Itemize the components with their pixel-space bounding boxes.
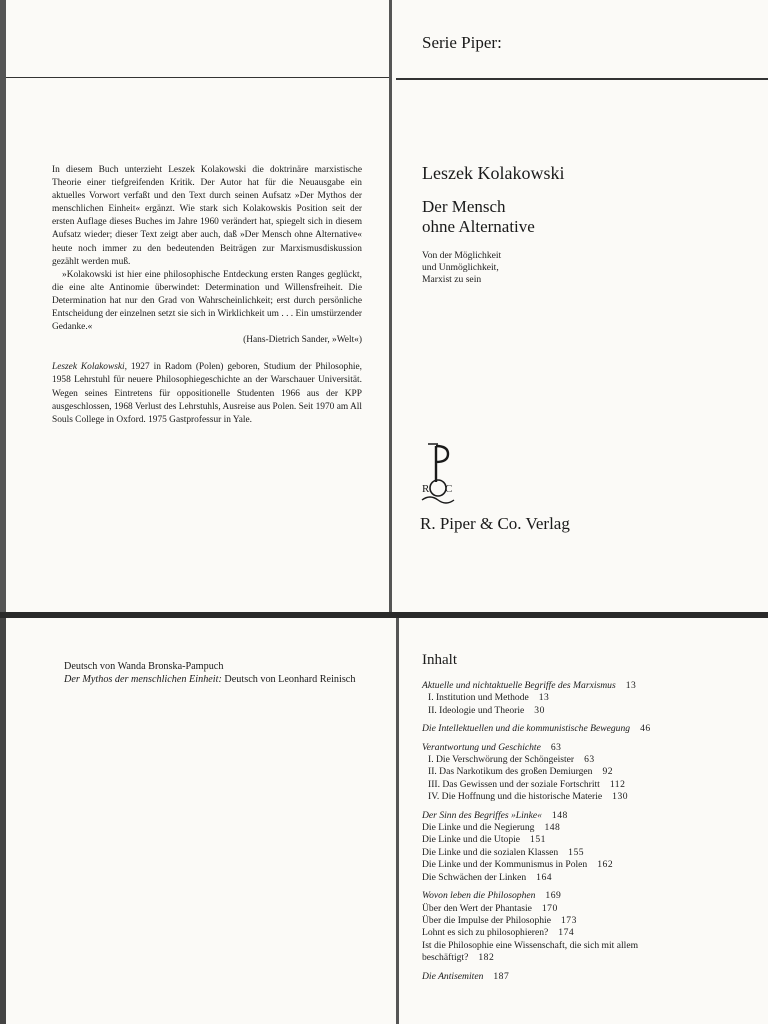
table-of-contents [422, 680, 762, 989]
toc-page-number: 148 [551, 809, 568, 821]
toc-entry-label: beschäftigt? [422, 952, 469, 964]
toc-entry-label: Die Linke und die sozialen Klassen [422, 846, 559, 858]
toc-section [422, 971, 762, 983]
scan-rule [396, 78, 768, 80]
page-gutter [389, 0, 392, 612]
scan-edge [0, 618, 6, 1024]
toc-section-label: Die Intellektuellen und die kommunistische Bewegung [422, 723, 631, 735]
title-line: Der Mensch [422, 197, 506, 216]
quote-source: (Hans-Dietrich Sander, »Welt«) [243, 335, 362, 346]
toc-entry-label: III. Das Gewissen und der soziale Fortschritt [428, 778, 600, 790]
toc-entry [422, 822, 762, 834]
toc-section-title [422, 680, 762, 692]
book-title [422, 197, 535, 237]
toc-entry-label: II. Ideologie und Theorie [428, 704, 525, 716]
toc-page-number: 63 [584, 754, 595, 766]
toc-page-number: 187 [493, 970, 510, 982]
toc-page-number: 92 [602, 766, 614, 778]
toc-entry [422, 872, 762, 884]
svg-text:R: R [422, 483, 430, 495]
toc-entry [422, 915, 762, 927]
toc-section-label: Der Sinn des Begriffes »Linke« [422, 809, 542, 821]
toc-page-number: 173 [560, 914, 577, 926]
toc-entry-label: I. Institution und Methode [428, 692, 529, 704]
toc-entry [422, 754, 762, 766]
toc-page-number: 174 [558, 927, 575, 939]
toc-section-title [422, 971, 762, 983]
toc-entry-label: Über den Wert der Phantasie [422, 902, 532, 914]
toc-entry [422, 903, 762, 915]
toc-entry [422, 952, 762, 964]
series-name: Serie Piper: [422, 33, 502, 52]
toc-entry [422, 834, 762, 846]
toc-section-title [422, 890, 762, 902]
toc-entry-label: Ist die Philosophie eine Wissenschaft, die sich mit allem [422, 939, 639, 951]
toc-entry [422, 791, 762, 803]
toc-page-number: 63 [550, 741, 562, 753]
toc-page-number: 151 [530, 834, 546, 846]
scan-rule [0, 77, 392, 78]
toc-section-title [422, 742, 762, 754]
toc-entry-label: Die Linke und die Utopie [422, 834, 521, 846]
toc-entry [422, 692, 762, 704]
author-bio [52, 361, 362, 426]
toc-page-number: 46 [640, 723, 651, 735]
toc-page-number: 164 [536, 871, 553, 883]
toc-section-label: Verantwortung und Geschichte [422, 741, 541, 753]
scan-edge [0, 0, 6, 612]
toc-page-number: 148 [544, 822, 561, 834]
publisher-logo-icon [418, 442, 458, 508]
toc-entry [422, 766, 762, 778]
essay-title: Der Mythos der menschlichen Einheit: [64, 673, 222, 685]
toc-section-title [422, 723, 762, 735]
toc-page-number: 30 [534, 704, 545, 716]
toc-section [422, 890, 762, 964]
toc-section-label: Aktuelle und nichtaktuelle Begriffe des Marxismus [422, 680, 616, 691]
toc-entry [422, 940, 762, 952]
subtitle-line: Marxist zu sein [422, 274, 482, 285]
toc-entry [422, 927, 762, 939]
publisher-name: R. Piper & Co. Verlag [420, 514, 570, 533]
toc-heading: Inhalt [422, 652, 457, 668]
toc-entry-label: II. Das Narkotikum des großen Demiurgen [428, 766, 593, 778]
toc-entry [422, 779, 762, 791]
toc-page-number: 13 [538, 692, 550, 704]
toc-entry [422, 859, 762, 871]
toc-page-number: 170 [541, 902, 558, 914]
author-name: Leszek Kolakowski [422, 163, 565, 183]
toc-page-number: 13 [625, 680, 637, 691]
blurb-text [52, 164, 362, 427]
toc-entry [422, 847, 762, 859]
toc-section [422, 680, 762, 717]
toc-entry-label: IV. Die Hoffnung und die historische Materie [428, 791, 603, 803]
toc-section [422, 723, 762, 735]
translator-name: Deutsch von Leonhard Reinisch [221, 673, 356, 685]
toc-page-number: 155 [568, 846, 585, 858]
toc-page-number: 169 [545, 890, 562, 902]
subtitle-line: Von der Möglichkeit [422, 250, 502, 261]
toc-page-number: 182 [478, 952, 495, 964]
translation-credits [64, 661, 355, 686]
book-subtitle [422, 250, 501, 286]
toc-entry [422, 705, 762, 717]
toc-entry-label: Über die Impulse der Philosophie [422, 914, 551, 926]
blurb-paragraph: In diesem Buch unterzieht Leszek Kolakowski die doktrinäre marxistische Theorie einer tiefgreifenden Kritik. Der Autor hat für die Neuausgabe ein aktuelles Vorwort verfaßt und den Text durch seinen Aufsatz »Der Mythos der menschlichen Einheit« ergänzt. Wie stark sich Kolakowskis Position seit der ersten Auflage dieses Buches im Jahre 1960 verändert hat, spiegelt sich in diesem Aufsatz wieder; dieser Text zeigt aber auch, daß »Der Mensch ohne Alternative« heute noch immer zu den bedeutenden Beiträgen zur Marxismusdiskussion gezählt werden muß. [52, 165, 362, 267]
svg-text:C: C [445, 483, 453, 495]
toc-section-label: Wovon leben die Philosophen [422, 890, 536, 902]
page-divider [0, 612, 768, 618]
review-quote: »Kolakowski ist hier eine philosophische Entdeckung ersten Ranges geglückt, die eine alte Antinomie überwindet: Determination und Willensfreiheit. Die Determination hat nur den Grad von Wahrscheinlichkeit; erst durch persönliche Entscheidung der einzelnen setzt sie sich in Wirklichkeit um . . . Ein umstürzender Gedanke.« [52, 269, 362, 333]
toc-entry-label: I. Die Verschwörung der Schöngeister [428, 754, 575, 766]
toc-page-number: 112 [609, 778, 626, 790]
toc-entry-label: Lohnt es sich zu philosophieren? [422, 927, 549, 939]
toc-entry-label: Die Linke und die Negierung [422, 822, 535, 834]
bio-text: 1927 in Radom (Polen) geboren, Studium der Philosophie, 1958 Lehrstuhl für neuere Philosophiegeschichte an der Warschauer Universität. Wegen seines Eintretens für oppositionelle Studenten 1966 aus der KPP ausgeschlossen, 1968 Verlust des Lehrstuhls, Ausreise aus Polen. Seit 1970 am All Souls College in Oxford. 1975 Gastprofessur in Yale. [52, 362, 362, 425]
bio-name: Leszek Kolakowski, [52, 362, 128, 373]
toc-section [422, 810, 762, 884]
toc-section-label: Die Antisemiten [422, 970, 484, 982]
translator-line-2 [64, 674, 355, 687]
toc-entry-label: Die Schwächen der Linken [422, 871, 527, 883]
toc-entry-label: Die Linke und der Kommunismus in Polen [422, 859, 588, 871]
translator-line: Deutsch von Wanda Bronska-Pampuch [64, 661, 224, 672]
title-line: ohne Alternative [422, 217, 535, 236]
subtitle-line: und Unmöglichkeit, [422, 262, 499, 273]
toc-page-number: 162 [597, 859, 614, 871]
page-gutter [396, 618, 399, 1024]
toc-page-number: 130 [612, 791, 629, 803]
toc-section [422, 742, 762, 804]
toc-section-title [422, 810, 762, 822]
